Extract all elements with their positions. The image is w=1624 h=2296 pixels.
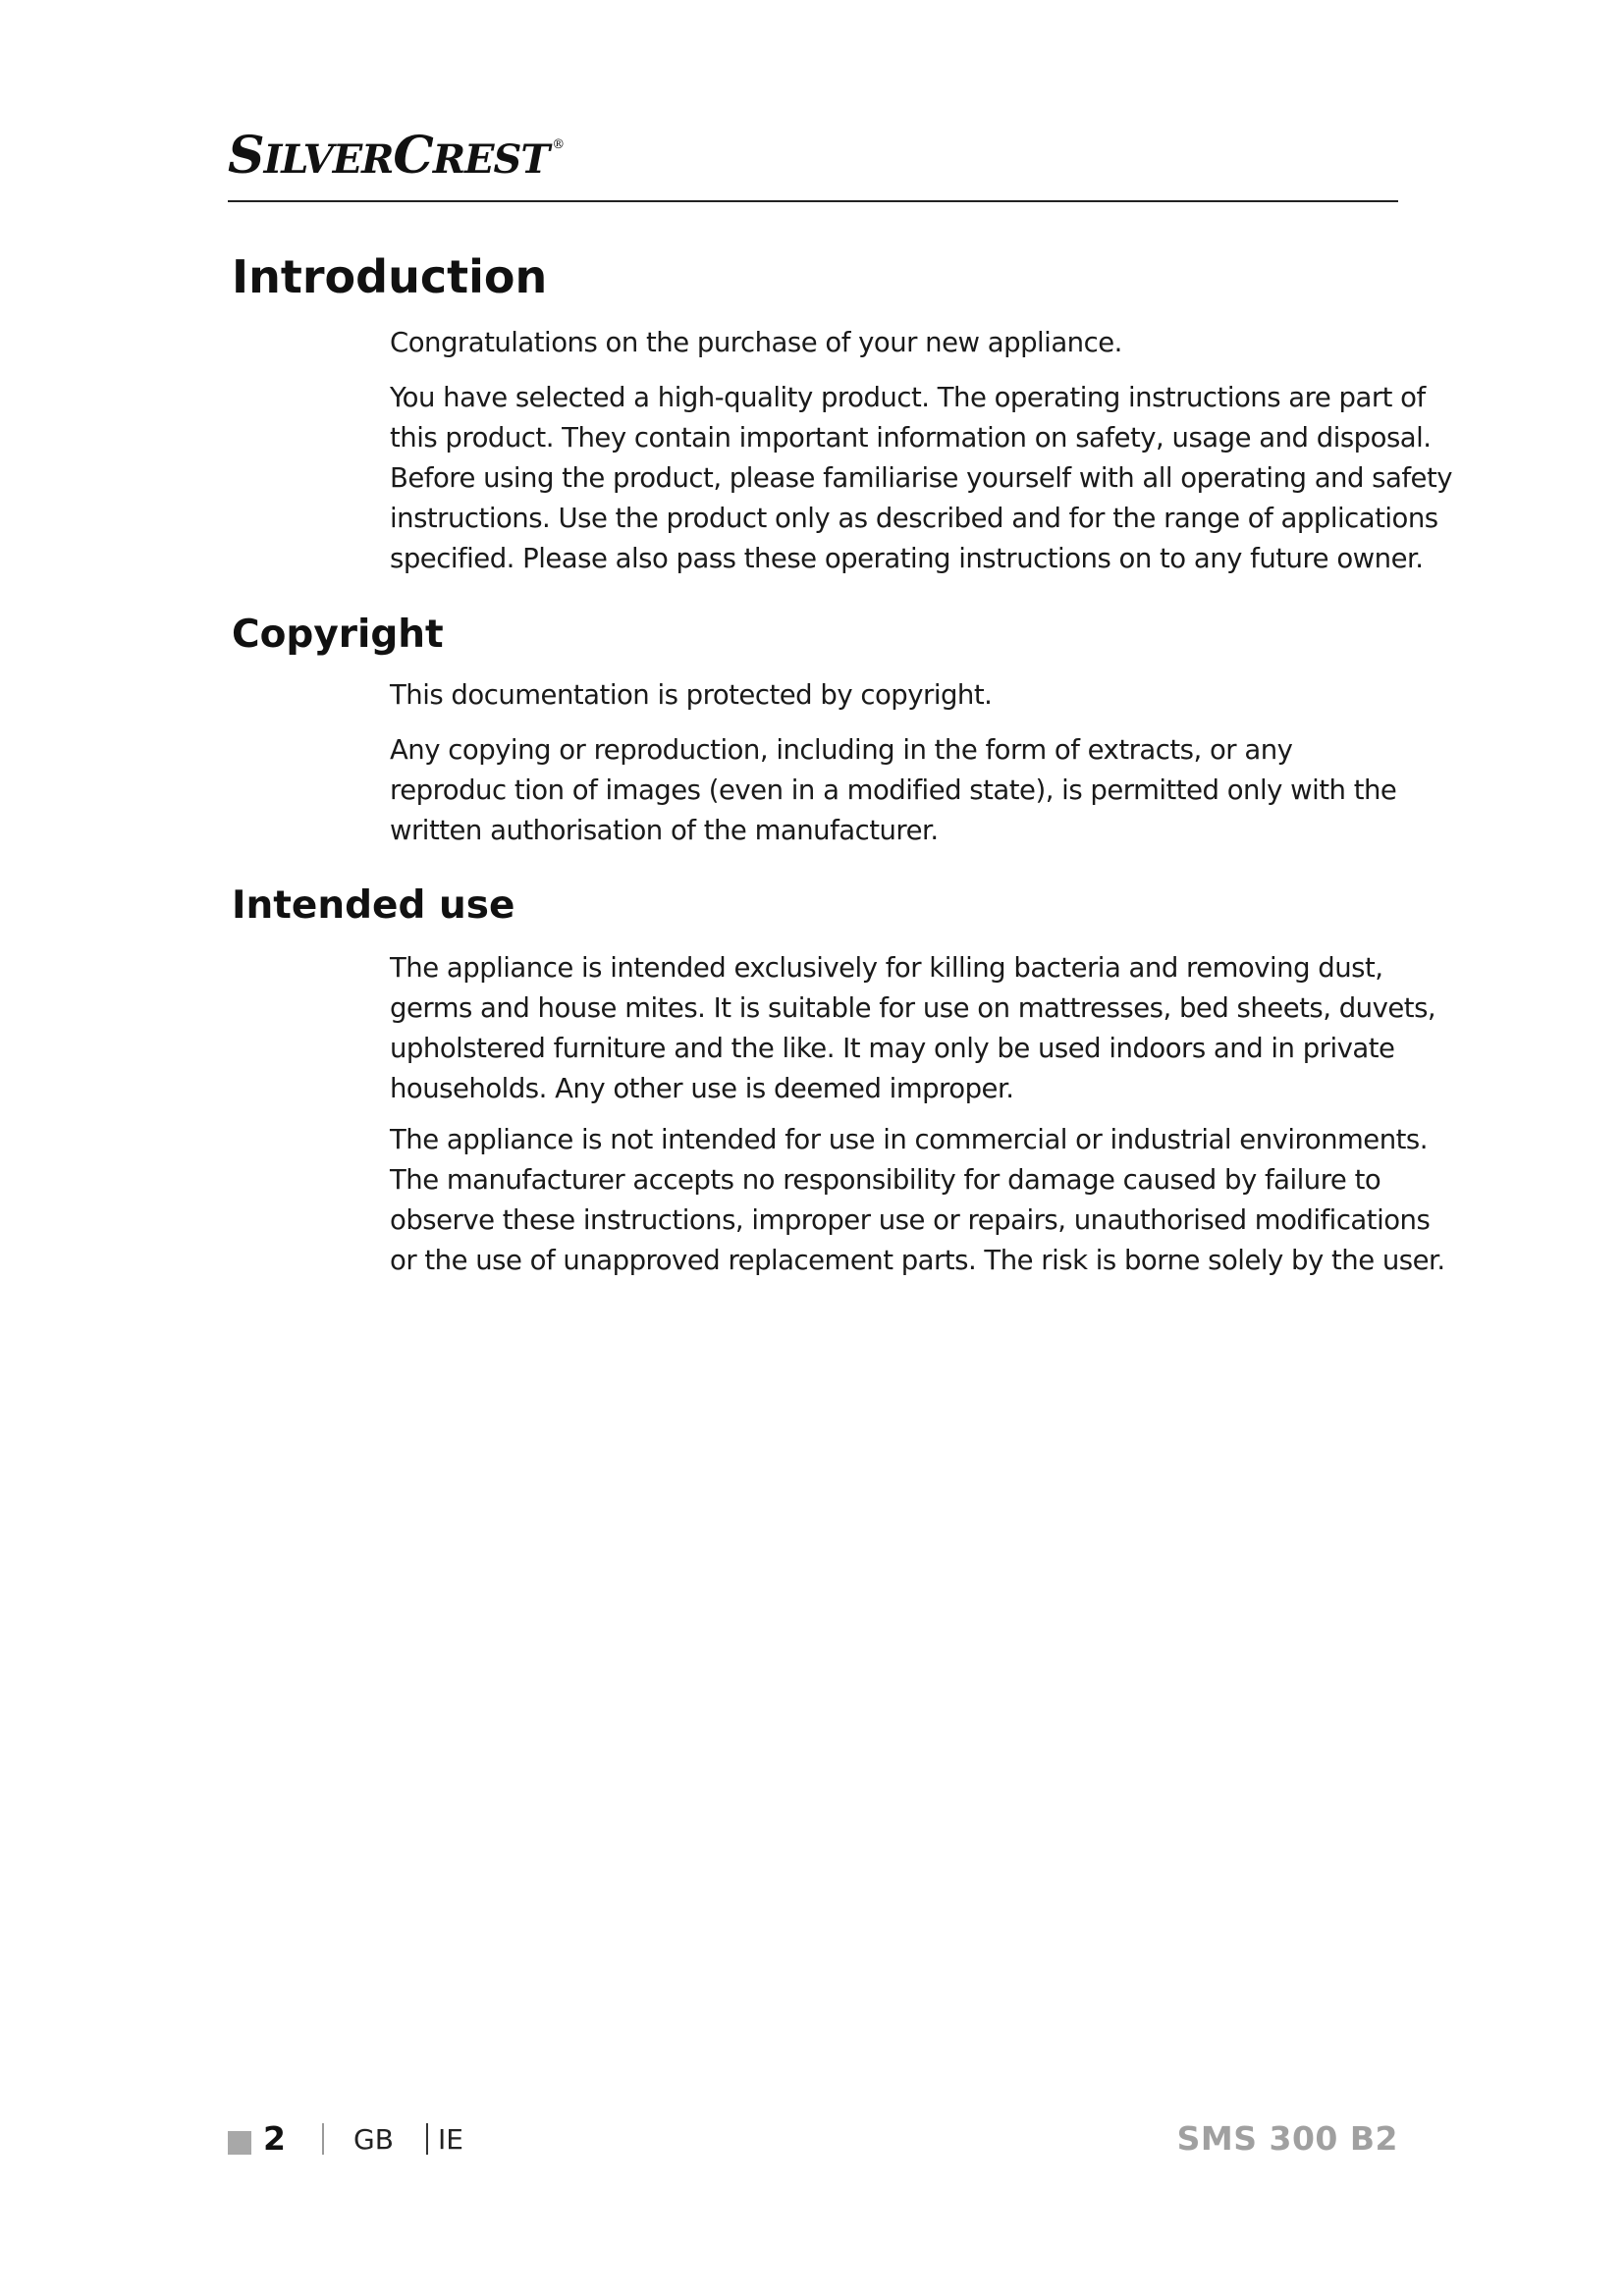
page-number: 2 bbox=[263, 2119, 286, 2158]
silvercrest-logo: SILVERCREST ® bbox=[228, 126, 565, 186]
model-number: SMS 300 B2 bbox=[1176, 2119, 1398, 2158]
text-line: or the use of unapproved replacement parts. The risk is borne solely by the user. bbox=[390, 1245, 1445, 1276]
copyright-paragraph-2 bbox=[390, 730, 1411, 851]
text-line: written authorisation of the manufacturer. bbox=[390, 815, 939, 846]
page-footer bbox=[228, 2117, 1398, 2161]
footer-divider bbox=[322, 2123, 324, 2155]
text-line: This documentation is protected by copyright. bbox=[390, 679, 993, 711]
heading-introduction: Introduction bbox=[232, 250, 548, 303]
text-line: households. Any other use is deemed improper. bbox=[390, 1073, 1014, 1104]
text-line: You have selected a high-quality product. The operating instructions are part of bbox=[390, 382, 1426, 413]
copyright-paragraph-1 bbox=[390, 675, 1411, 716]
footer-divider bbox=[426, 2123, 428, 2155]
text-line: observe these instructions, improper use or repairs, unauthorised modifications bbox=[390, 1204, 1431, 1236]
intro-paragraph-2 bbox=[390, 378, 1453, 579]
text-line: germs and house mites. It is suitable for use on mattresses, bed sheets, duvets, bbox=[390, 992, 1436, 1024]
language-code-gb: GB bbox=[353, 2123, 394, 2156]
text-line: reproduc tion of images (even in a modified state), is permitted only with the bbox=[390, 774, 1397, 806]
heading-copyright: Copyright bbox=[232, 613, 444, 657]
text-line: instructions. Use the product only as described and for the range of applications bbox=[390, 503, 1438, 534]
intro-paragraph-1 bbox=[390, 323, 1411, 363]
text-line: this product. They contain important information on safety, usage and disposal. bbox=[390, 422, 1432, 454]
text-line: The manufacturer accepts no responsibility for damage caused by failure to bbox=[390, 1164, 1381, 1196]
text-line: upholstered furniture and the like. It may only be used indoors and in private bbox=[390, 1033, 1395, 1064]
text-line: The appliance is intended exclusively for killing bacteria and removing dust, bbox=[390, 952, 1383, 984]
language-code-ie: IE bbox=[438, 2123, 463, 2156]
intended-use-paragraph-1 bbox=[390, 948, 1436, 1109]
text-line: The appliance is not intended for use in commercial or industrial environments. bbox=[390, 1124, 1428, 1155]
header-divider bbox=[228, 200, 1398, 202]
text-line: Congratulations on the purchase of your new appliance. bbox=[390, 327, 1122, 358]
heading-intended-use: Intended use bbox=[232, 883, 515, 928]
text-line: Before using the product, please familiarise yourself with all operating and safety bbox=[390, 462, 1453, 494]
intended-use-paragraph-2 bbox=[390, 1120, 1445, 1281]
text-line: Any copying or reproduction, including in the form of extracts, or any bbox=[390, 734, 1293, 766]
text-line: specified. Please also pass these operating instructions on to any future owner. bbox=[390, 543, 1424, 574]
footer-square-marker bbox=[228, 2131, 251, 2155]
